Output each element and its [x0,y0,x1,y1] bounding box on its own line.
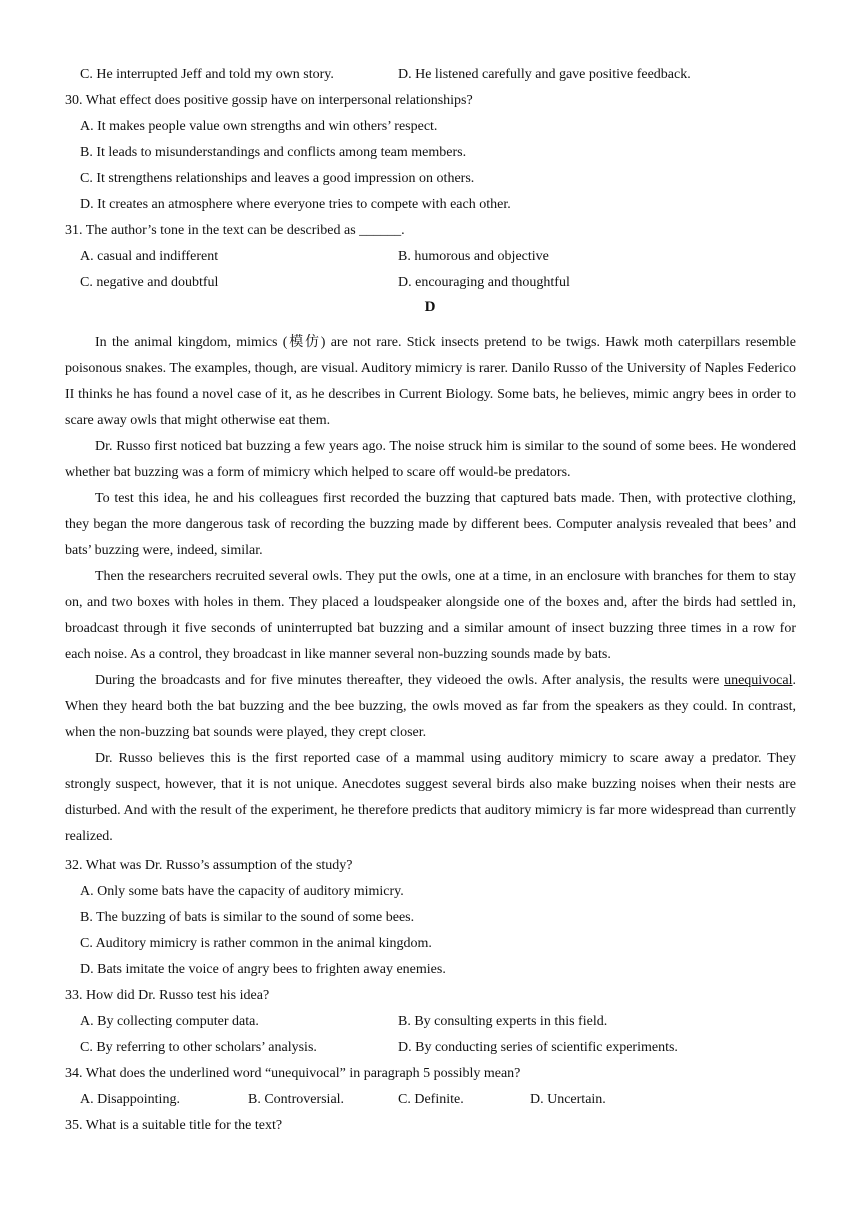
q31-stem: 31. The author’s tone in the text can be described as ______. [65,223,405,238]
section-heading-d: D [424,299,436,315]
q30-option-b: B. It leads to misunderstandings and conflicts among team members. [80,145,467,160]
q29-option-d: D. He listened carefully and gave positive feedback. [398,67,691,82]
q33-option-d: D. By conducting series of scientific experiments. [398,1040,678,1055]
underlined-word-unequivocal: unequivocal [724,673,793,688]
q32-option-a: A. Only some bats have the capacity of auditory mimicry. [80,884,404,899]
q34-option-d: D. Uncertain. [530,1092,606,1107]
paragraph-5-text-before: During the broadcasts and for five minutes thereafter, they videoed the owls. After analysis, the results were [95,673,725,688]
q35-stem: 35. What is a suitable title for the text? [65,1118,283,1133]
q30-option-a: A. It makes people value own strengths and win others’ respect. [80,119,438,134]
q31-option-b: B. humorous and objective [398,249,549,264]
passage-paragraph-2: Dr. Russo first noticed bat buzzing a few years ago. The noise struck him is similar to the sound of some bees. He wondered whether bat buzzing was a form of mimicry which helped to scare off would-be predators. [65,439,796,480]
q30-option-c: C. It strengthens relationships and leaves a good impression on others. [80,171,475,186]
q32-option-c: C. Auditory mimicry is rather common in the animal kingdom. [80,936,432,951]
q30-option-d: D. It creates an atmosphere where everyone tries to compete with each other. [80,197,511,212]
q33-option-a: A. By collecting computer data. [80,1014,259,1029]
q31-option-d: D. encouraging and thoughtful [398,275,570,290]
q30-stem: 30. What effect does positive gossip have on interpersonal relationships? [65,93,473,108]
passage-paragraph-5 [65,668,796,746]
paragraph-5-text-after: . When they heard both the bat buzzing and the bee buzzing, the owls moved as far from the speakers as they could. In contrast, when the non-buzzing bat sounds were played, they crept closer. [65,673,796,740]
q32-stem: 32. What was Dr. Russo’s assumption of the study? [65,858,353,873]
q32-option-b: B. The buzzing of bats is similar to the sound of some bees. [80,910,415,925]
q33-stem: 33. How did Dr. Russo test his idea? [65,988,270,1003]
q33-option-b: B. By consulting experts in this field. [398,1014,608,1029]
q31-option-a: A. casual and indifferent [80,249,219,264]
q31-option-c: C. negative and doubtful [80,275,219,290]
passage-paragraph-1: In the animal kingdom, mimics (模仿) are not rare. Stick insects pretend to be twigs. Hawk moth caterpillars resemble poisonous snakes. The examples, though, are visual. Auditory mimicry is rarer. Danilo Russo of the University of Naples Federico II thinks he has found a novel case of it, as he describes in Current Biology. Some bats, he believes, mimic angry bees in order to scare away owls that might otherwise eat them. [65,335,796,428]
passage-paragraph-4: Then the researchers recruited several owls. They put the owls, one at a time, in an enclosure with branches for them to stay on, and two boxes with holes in them. They placed a loudspeaker alongside one of the boxes and, after the birds had settled in, broadcast through it five seconds of uninterrupted bat buzzing and a similar amount of insect buzzing three times in a row for each noise. As a control, they broadcast in like manner several non-buzzing sounds made by bats. [65,569,796,662]
q34-option-b: B. Controversial. [248,1092,345,1107]
q34-stem: 34. What does the underlined word “unequivocal” in paragraph 5 possibly mean? [65,1066,521,1081]
q29-option-c: C. He interrupted Jeff and told my own story. [80,67,334,82]
q33-option-c: C. By referring to other scholars’ analysis. [80,1040,317,1055]
q32-option-d: D. Bats imitate the voice of angry bees to frighten away enemies. [80,962,446,977]
passage-paragraph-3: To test this idea, he and his colleagues first recorded the buzzing that captured bats made. Then, with protective clothing, they began the more dangerous task of recording the buzzing made by different bees. Computer analysis revealed that bees’ and bats’ buzzing were, indeed, similar. [65,491,796,558]
q34-option-a: A. Disappointing. [80,1092,180,1107]
passage-paragraph-6: Dr. Russo believes this is the first reported case of a mammal using auditory mimicry to scare away a predator. They strongly suspect, however, that it is not unique. Anecdotes suggest several birds also make buzzing noises when their nests are disturbed. And with the result of the experiment, he therefore predicts that auditory mimicry is far more widespread than currently realized. [65,751,796,844]
q34-option-c: C. Definite. [398,1092,464,1107]
